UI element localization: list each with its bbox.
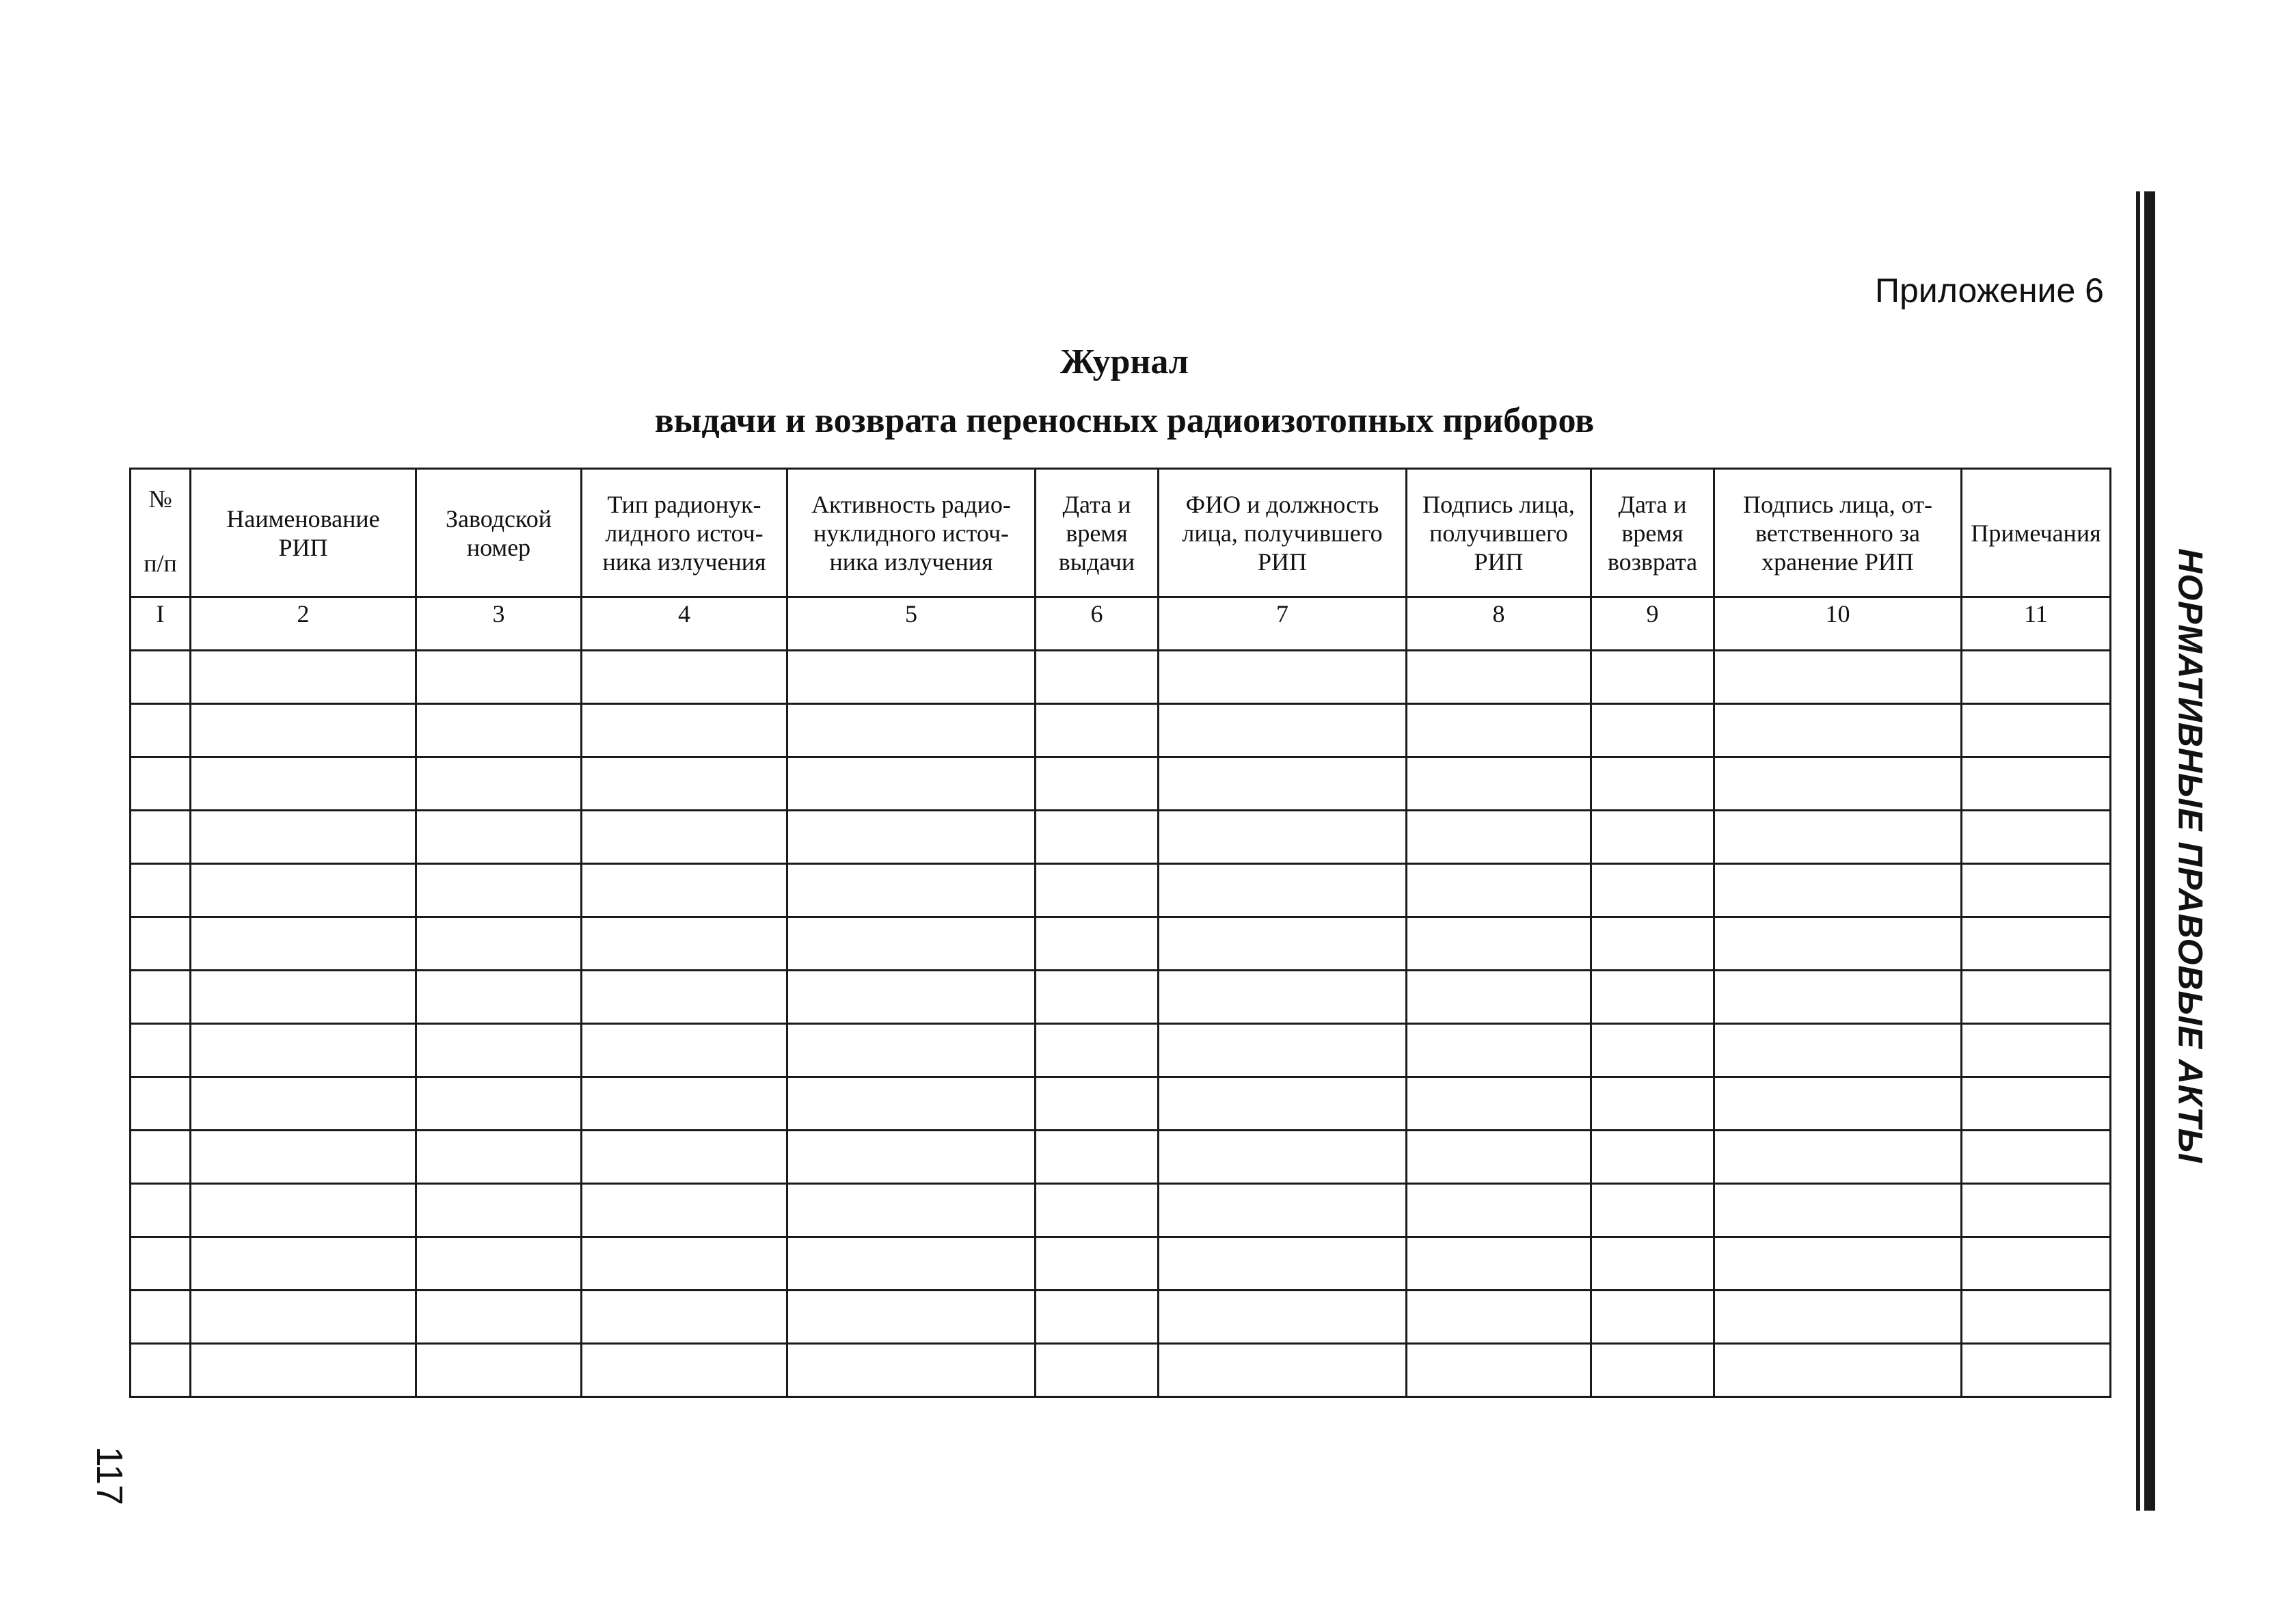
table-cell bbox=[787, 1291, 1036, 1344]
table-row bbox=[131, 1344, 2111, 1397]
page-number-text: 117 bbox=[89, 1446, 130, 1506]
table-cell bbox=[1036, 704, 1159, 757]
table-cell bbox=[787, 1024, 1036, 1077]
header-line: ФИО и должность bbox=[1185, 490, 1379, 518]
table-cell bbox=[1962, 1184, 2111, 1237]
table-cell bbox=[1036, 1237, 1159, 1291]
appendix-label: Приложение 6 bbox=[1875, 271, 2104, 310]
table-cell bbox=[582, 1291, 787, 1344]
table-cell bbox=[1591, 1344, 1714, 1397]
header-line: хранение РИП bbox=[1761, 548, 1914, 576]
table-cell bbox=[191, 1291, 416, 1344]
column-number-row bbox=[131, 597, 2111, 651]
table-cell bbox=[1591, 917, 1714, 971]
table-cell bbox=[416, 1024, 582, 1077]
table-cell bbox=[1714, 704, 1962, 757]
table-cell bbox=[1407, 971, 1591, 1024]
table-cell bbox=[1962, 1024, 2111, 1077]
table-cell bbox=[1159, 811, 1407, 864]
header-cell-activity bbox=[787, 469, 1036, 597]
table-cell bbox=[1407, 811, 1591, 864]
table-row bbox=[131, 1077, 2111, 1131]
table-cell bbox=[1159, 704, 1407, 757]
table-row bbox=[131, 651, 2111, 704]
table-cell bbox=[1591, 1077, 1714, 1131]
column-number: 2 bbox=[191, 597, 416, 651]
table-row bbox=[131, 1024, 2111, 1077]
table-cell bbox=[582, 704, 787, 757]
table-cell bbox=[787, 1344, 1036, 1397]
table-cell bbox=[131, 1131, 191, 1184]
table-cell bbox=[1962, 757, 2111, 811]
table-cell bbox=[416, 1291, 582, 1344]
table-cell bbox=[416, 917, 582, 971]
column-number: 9 bbox=[1591, 597, 1714, 651]
header-row bbox=[131, 469, 2111, 597]
header-cell-issue-datetime bbox=[1036, 469, 1159, 597]
table-cell bbox=[416, 1184, 582, 1237]
table-cell bbox=[191, 1077, 416, 1131]
table-cell bbox=[1159, 651, 1407, 704]
header-cell-notes bbox=[1962, 469, 2111, 597]
table-cell bbox=[416, 757, 582, 811]
table-cell bbox=[416, 704, 582, 757]
table-cell bbox=[1159, 1077, 1407, 1131]
table-cell bbox=[1591, 704, 1714, 757]
table-cell bbox=[1407, 1024, 1591, 1077]
table-row bbox=[131, 811, 2111, 864]
table-cell bbox=[1159, 864, 1407, 917]
table-cell bbox=[191, 704, 416, 757]
header-line: РИП bbox=[278, 533, 328, 561]
table-cell bbox=[1036, 1291, 1159, 1344]
table-row bbox=[131, 971, 2111, 1024]
table-cell bbox=[1591, 1237, 1714, 1291]
header-cell-recipient bbox=[1159, 469, 1407, 597]
table-cell bbox=[1962, 1131, 2111, 1184]
table-cell bbox=[582, 1131, 787, 1184]
column-number: 4 bbox=[582, 597, 787, 651]
header-line: получившего bbox=[1429, 519, 1568, 547]
table-cell bbox=[191, 864, 416, 917]
table-cell bbox=[787, 917, 1036, 971]
table-cell bbox=[582, 757, 787, 811]
table-cell bbox=[1962, 971, 2111, 1024]
header-cell-source-type bbox=[582, 469, 787, 597]
header-line: номер bbox=[466, 533, 531, 561]
table-cell bbox=[1036, 1184, 1159, 1237]
table-cell bbox=[1407, 1344, 1591, 1397]
table-cell bbox=[1714, 1184, 1962, 1237]
table-cell bbox=[1036, 1344, 1159, 1397]
title-line-2: выдачи и возврата переносных радиоизотопных приборов bbox=[654, 401, 1595, 440]
table-cell bbox=[787, 1184, 1036, 1237]
table-cell bbox=[1159, 1291, 1407, 1344]
table-cell bbox=[1962, 1291, 2111, 1344]
header-line: Дата и bbox=[1062, 490, 1131, 518]
table-row bbox=[131, 1131, 2111, 1184]
table-cell bbox=[191, 971, 416, 1024]
page-number bbox=[85, 1445, 134, 1507]
table-row bbox=[131, 864, 2111, 917]
header-line: Подпись лица, bbox=[1422, 490, 1575, 518]
table-cell bbox=[1407, 757, 1591, 811]
header-line: Наименование bbox=[226, 504, 380, 532]
table-cell bbox=[1714, 757, 1962, 811]
table-cell bbox=[787, 811, 1036, 864]
table-cell bbox=[1591, 864, 1714, 917]
table-cell bbox=[131, 917, 191, 971]
table-cell bbox=[416, 1131, 582, 1184]
table-cell bbox=[131, 864, 191, 917]
table-cell bbox=[1714, 917, 1962, 971]
table-cell bbox=[1962, 1077, 2111, 1131]
table-cell bbox=[1591, 1131, 1714, 1184]
table-cell bbox=[1962, 1237, 2111, 1291]
section-side-label bbox=[2167, 495, 2215, 1216]
table-cell bbox=[787, 1077, 1036, 1131]
side-rule-thick bbox=[2144, 191, 2155, 1511]
table-row bbox=[131, 1291, 2111, 1344]
header-line: ветственного за bbox=[1755, 519, 1920, 547]
header-line: РИП bbox=[1257, 548, 1308, 576]
column-number: 7 bbox=[1159, 597, 1407, 651]
header-number-sign: № bbox=[148, 485, 172, 513]
table-cell bbox=[1962, 864, 2111, 917]
table-cell bbox=[1407, 1184, 1591, 1237]
header-line: выдачи bbox=[1058, 548, 1135, 576]
table-cell bbox=[1962, 1344, 2111, 1397]
header-line: Заводской bbox=[446, 504, 552, 532]
column-number: 6 bbox=[1036, 597, 1159, 651]
journal-table bbox=[129, 468, 2111, 1398]
table-cell bbox=[1407, 864, 1591, 917]
table-cell bbox=[191, 1131, 416, 1184]
table-cell bbox=[1714, 651, 1962, 704]
table-cell bbox=[1714, 811, 1962, 864]
table-cell bbox=[416, 1344, 582, 1397]
table-cell bbox=[131, 971, 191, 1024]
column-number: 10 bbox=[1714, 597, 1962, 651]
table-cell bbox=[787, 757, 1036, 811]
table-cell bbox=[416, 1237, 582, 1291]
table-cell bbox=[416, 811, 582, 864]
header-line: Тип радионук- bbox=[607, 490, 761, 518]
table-cell bbox=[1036, 651, 1159, 704]
side-rule-thin bbox=[2136, 191, 2140, 1511]
table-cell bbox=[1714, 1237, 1962, 1291]
header-cell-custodian-signature bbox=[1714, 469, 1962, 597]
header-line: ника излучения bbox=[829, 548, 993, 576]
table-cell bbox=[191, 757, 416, 811]
table-row bbox=[131, 917, 2111, 971]
table-cell bbox=[1407, 651, 1591, 704]
table-cell bbox=[1591, 971, 1714, 1024]
table-cell bbox=[131, 651, 191, 704]
column-number: 3 bbox=[416, 597, 582, 651]
table-cell bbox=[131, 1291, 191, 1344]
table-cell bbox=[1591, 1184, 1714, 1237]
header-line: лидного источ- bbox=[605, 519, 764, 547]
column-number: 5 bbox=[787, 597, 1036, 651]
table-cell bbox=[1407, 704, 1591, 757]
header-line: возврата bbox=[1607, 548, 1698, 576]
column-number: 11 bbox=[1962, 597, 2111, 651]
journal-body bbox=[131, 651, 2111, 1397]
header-number-abbrev: п/п bbox=[144, 550, 177, 577]
table-cell bbox=[582, 1344, 787, 1397]
table-row bbox=[131, 704, 2111, 757]
table-cell bbox=[1036, 917, 1159, 971]
table-cell bbox=[1591, 757, 1714, 811]
table-cell bbox=[787, 704, 1036, 757]
table-cell bbox=[1591, 1291, 1714, 1344]
table-cell bbox=[1407, 1291, 1591, 1344]
table-cell bbox=[1036, 1077, 1159, 1131]
header-cell-number bbox=[131, 469, 191, 597]
document-title bbox=[0, 333, 2249, 450]
table-cell bbox=[787, 864, 1036, 917]
table-cell bbox=[1714, 864, 1962, 917]
table-cell bbox=[1407, 1237, 1591, 1291]
table-cell bbox=[1962, 917, 2111, 971]
table-cell bbox=[131, 1237, 191, 1291]
table-cell bbox=[582, 1024, 787, 1077]
table-cell bbox=[131, 1344, 191, 1397]
table-cell bbox=[1407, 917, 1591, 971]
table-cell bbox=[582, 971, 787, 1024]
table-cell bbox=[191, 1184, 416, 1237]
table-cell bbox=[1159, 917, 1407, 971]
table-cell bbox=[1714, 1131, 1962, 1184]
table-cell bbox=[1036, 971, 1159, 1024]
table-cell bbox=[131, 704, 191, 757]
header-line: Дата и bbox=[1618, 490, 1687, 518]
table-cell bbox=[1036, 1131, 1159, 1184]
table-cell bbox=[787, 651, 1036, 704]
table-cell bbox=[416, 1077, 582, 1131]
table-cell bbox=[1159, 757, 1407, 811]
table-cell bbox=[787, 971, 1036, 1024]
table-cell bbox=[1036, 864, 1159, 917]
table-cell bbox=[582, 651, 787, 704]
table-cell bbox=[1036, 811, 1159, 864]
table-cell bbox=[191, 811, 416, 864]
table-cell bbox=[1962, 704, 2111, 757]
table-cell bbox=[416, 971, 582, 1024]
header-cell-return-datetime bbox=[1591, 469, 1714, 597]
table-row bbox=[131, 757, 2111, 811]
header-line: ника излучения bbox=[602, 548, 766, 576]
header-line: Подпись лица, от- bbox=[1743, 490, 1932, 518]
table-cell bbox=[582, 1237, 787, 1291]
header-line: РИП bbox=[1474, 548, 1524, 576]
table-cell bbox=[131, 811, 191, 864]
table-row bbox=[131, 1237, 2111, 1291]
header-line: время bbox=[1621, 519, 1684, 547]
table-cell bbox=[582, 1184, 787, 1237]
table-cell bbox=[1159, 1184, 1407, 1237]
table-cell bbox=[191, 1344, 416, 1397]
table-cell bbox=[1962, 811, 2111, 864]
table-cell bbox=[191, 1237, 416, 1291]
table-cell bbox=[191, 917, 416, 971]
header-line: время bbox=[1066, 519, 1128, 547]
table-cell bbox=[1159, 1024, 1407, 1077]
table-cell bbox=[1714, 1077, 1962, 1131]
table-cell bbox=[1159, 1237, 1407, 1291]
table-cell bbox=[1036, 757, 1159, 811]
table-cell bbox=[1962, 651, 2111, 704]
section-side-label-text: НОРМАТИВНЫЕ ПРАВОВЫЕ АКТЫ bbox=[2172, 548, 2211, 1163]
table-cell bbox=[582, 864, 787, 917]
table-cell bbox=[416, 651, 582, 704]
table-cell bbox=[416, 864, 582, 917]
table-cell bbox=[1159, 1344, 1407, 1397]
table-cell bbox=[1714, 1291, 1962, 1344]
table-row bbox=[131, 1184, 2111, 1237]
table-cell bbox=[131, 757, 191, 811]
table-cell bbox=[1591, 811, 1714, 864]
table-cell bbox=[787, 1237, 1036, 1291]
header-line: Примечания bbox=[1971, 519, 2101, 547]
title-line-1: Журнал bbox=[1060, 342, 1189, 381]
table-cell bbox=[1714, 971, 1962, 1024]
table-cell bbox=[1407, 1131, 1591, 1184]
header-line: лица, получившего bbox=[1182, 519, 1383, 547]
header-cell-recipient-signature bbox=[1407, 469, 1591, 597]
table-cell bbox=[131, 1077, 191, 1131]
table-cell bbox=[131, 1024, 191, 1077]
table-cell bbox=[582, 917, 787, 971]
header-line: нуклидного источ- bbox=[813, 519, 1010, 547]
table-cell bbox=[1591, 1024, 1714, 1077]
table-cell bbox=[1591, 651, 1714, 704]
table-cell bbox=[131, 1184, 191, 1237]
header-cell-name bbox=[191, 469, 416, 597]
table-cell bbox=[582, 811, 787, 864]
header-cell-serial bbox=[416, 469, 582, 597]
column-number: 8 bbox=[1407, 597, 1591, 651]
table-cell bbox=[787, 1131, 1036, 1184]
table-cell bbox=[191, 651, 416, 704]
table-cell bbox=[1407, 1077, 1591, 1131]
table-cell bbox=[191, 1024, 416, 1077]
table-cell bbox=[1036, 1024, 1159, 1077]
header-line: Активность радио- bbox=[811, 490, 1011, 518]
table-cell bbox=[1159, 1131, 1407, 1184]
table-cell bbox=[1714, 1024, 1962, 1077]
table-cell bbox=[1714, 1344, 1962, 1397]
table-cell bbox=[582, 1077, 787, 1131]
table-cell bbox=[1159, 971, 1407, 1024]
column-number: I bbox=[131, 597, 191, 651]
